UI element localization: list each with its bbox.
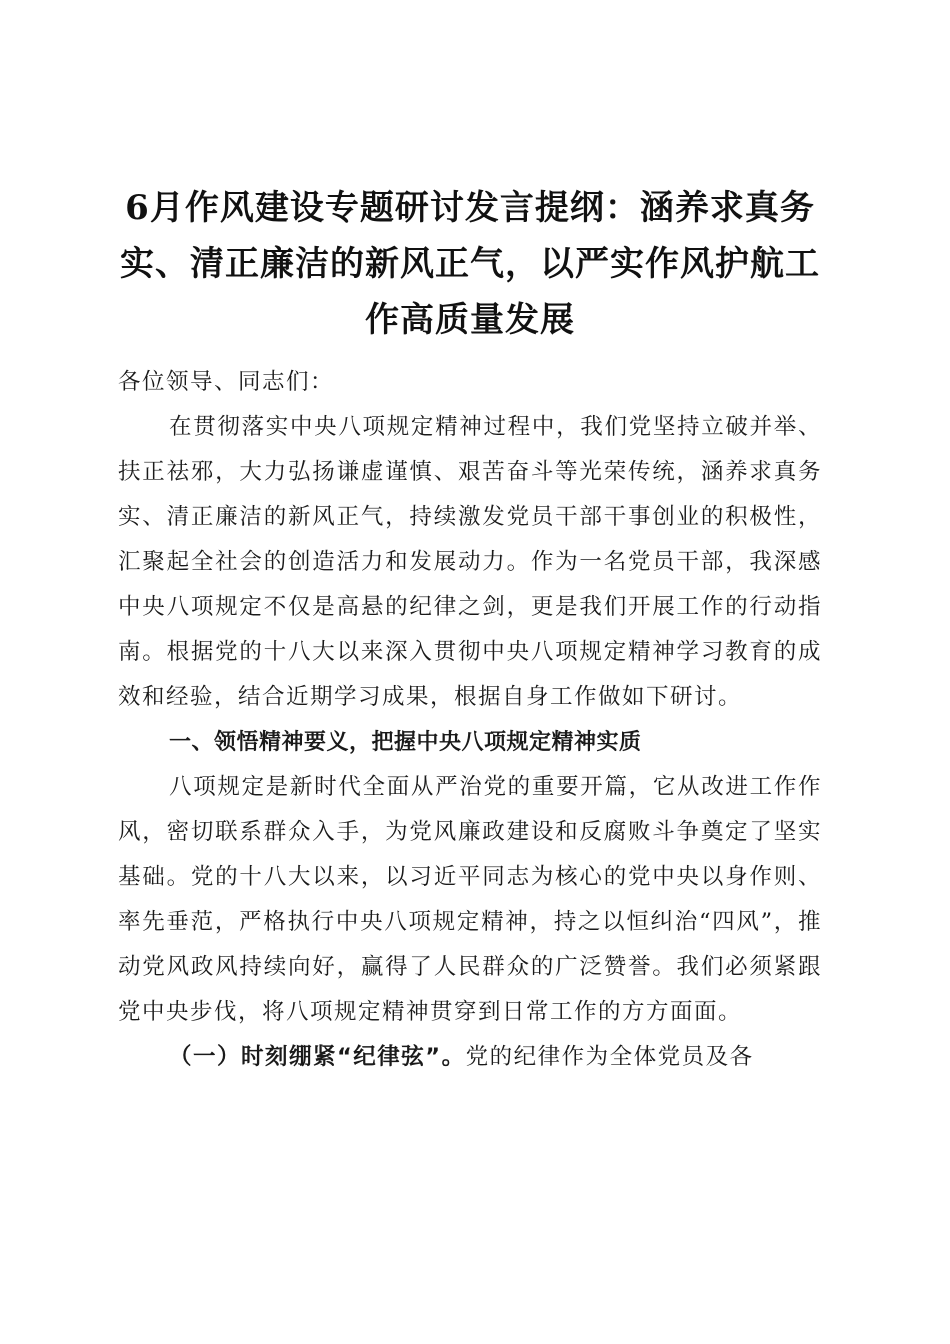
subsection-1-paragraph — [118, 1035, 822, 1080]
section-1-paragraph: 八项规定是新时代全面从严治党的重要开篇，它从改进工作作风，密切联系群众入手，为党风廉政建设和反腐败斗争奠定了坚实基础。党的十八大以来，以习近平同志为核心的党中央以身作则、率先垂范，严格执行中央八项规定精神，持之以恒纠治“四风”，推动党风政风持续向好，赢得了人民群众的广泛赞誉。我们必须紧跟党中央步伐，将八项规定精神贯穿到日常工作的方方面面。 — [118, 774, 822, 1025]
subsection-1-text: 党的纪律作为全体党员及各 — [465, 1044, 754, 1070]
salutation: 各位领导、同志们： — [118, 369, 335, 395]
subsection-heading-1: （一）时刻绷紧“纪律弦”。 — [169, 1044, 466, 1070]
intro-paragraph: 在贯彻落实中央八项规定精神过程中，我们党坚持立破并举、扶正祛邪，大力弘扬谦虚谨慎、艰苦奋斗等光荣传统，涵养求真务实、清正廉洁的新风正气，持续激发党员干部干事创业的积极性，汇聚起全社会的创造活力和发展动力。作为一名党员干部，我深感中央八项规定不仅是高悬的纪律之剑，更是我们开展工作的行动指南。根据党的十八大以来深入贯彻中央八项规定精神学习教育的成效和经验，结合近期学习成果，根据自身工作做如下研讨。 — [118, 414, 822, 710]
section-heading-1: 一、领悟精神要义，把握中央八项规定精神实质 — [169, 730, 642, 755]
document-title: 6月作风建设专题研讨发言提纲：涵养求真务实、清正廉洁的新风正气，以严实作风护航工作高质量发展 — [120, 188, 820, 340]
document-body — [118, 360, 822, 1080]
